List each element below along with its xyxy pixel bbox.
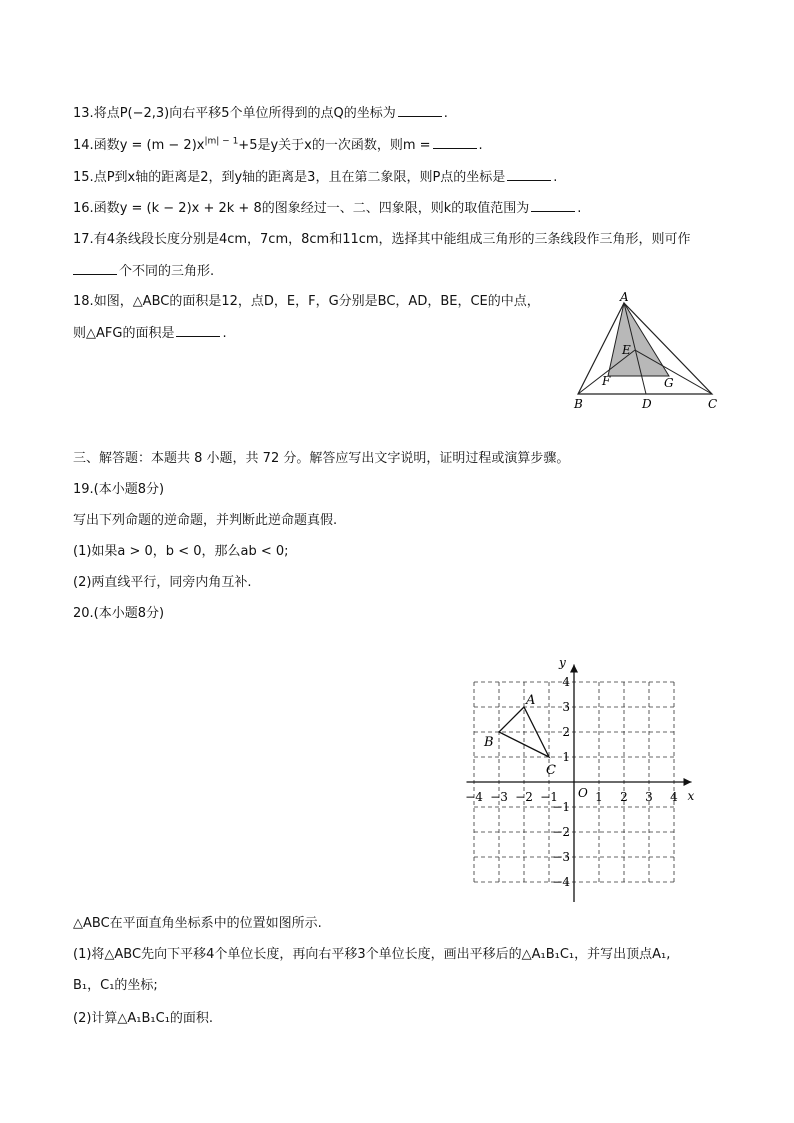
q14-text-a: 函数y = (m − 2)x <box>93 138 205 153</box>
q14-end: . <box>478 138 483 153</box>
point-a-label: A <box>526 693 536 708</box>
label-c: C <box>708 397 718 411</box>
x-tick-label: 3 <box>645 790 653 804</box>
question-16 <box>73 199 581 218</box>
q14-exponent: |m| − 1 <box>204 136 239 147</box>
x-tick-label: −3 <box>490 790 508 804</box>
q17-number: 17. <box>73 232 94 247</box>
q18-text-line2: 则△AFG的面积是 <box>73 326 175 341</box>
y-tick-label: −2 <box>552 825 570 839</box>
question-15 <box>73 168 557 187</box>
q16-end: . <box>577 201 582 216</box>
q18-number: 18. <box>73 294 94 309</box>
x-tick-label: −4 <box>465 790 483 804</box>
x-tick-label: −2 <box>515 790 533 804</box>
x-tick-label: −1 <box>540 790 558 804</box>
q20-part1-line1: (1)将△ABC先向下平移4个单位长度，再向右平移3个单位长度，画出平移后的△A₁B₁C₁，并写出顶点A₁, <box>73 947 671 962</box>
q20-part2: (2)计算△A₁B₁C₁的面积. <box>73 1011 214 1026</box>
q14-number: 14. <box>73 138 94 153</box>
label-a: A <box>620 290 629 304</box>
question-13 <box>73 104 448 123</box>
y-axis-label: y <box>559 655 566 670</box>
q13-number: 13. <box>73 106 94 121</box>
q15-answer-blank[interactable] <box>507 168 551 181</box>
q16-number: 16. <box>73 201 94 216</box>
q18-end: . <box>222 326 227 341</box>
q19-intro: 写出下列命题的逆命题，并判断此逆命题真假. <box>73 513 338 528</box>
origin-label: O <box>578 786 588 800</box>
label-g: G <box>664 376 674 390</box>
point-c-label: C <box>546 763 556 778</box>
q13-end: . <box>443 106 448 121</box>
y-axis-arrow <box>570 665 578 673</box>
label-d: D <box>642 397 652 411</box>
q19-header: 19.(本小题8分) <box>73 482 165 497</box>
q18-text: 如图，△ABC的面积是12，点D，E，F，G分别是BC，AD，BE，CE的中点， <box>93 294 540 309</box>
q16-text: 函数y = (k − 2)x + 2k + 8的图象经过一、二、四象限，则k的取值范围为 <box>93 201 530 216</box>
question-17-line2 <box>73 262 214 281</box>
x-tick-label: 2 <box>620 790 628 804</box>
x-tick-label: 1 <box>595 790 603 804</box>
q18-answer-blank[interactable] <box>176 324 220 337</box>
q17-text-line2: 个不同的三角形. <box>119 264 215 279</box>
y-tick-label: 2 <box>562 725 570 739</box>
q15-text: 点P到x轴的距离是2，到y轴的距离是3，且在第二象限，则P点的坐标是 <box>93 170 506 185</box>
q19-part2: (2)两直线平行，同旁内角互补. <box>73 575 252 590</box>
y-tick-label: −4 <box>552 875 570 889</box>
label-e: E <box>622 343 631 357</box>
q17-text: 有4条线段长度分别是4cm，7cm，8cm和11cm，选择其中能组成三角形的三条线段作三角形，则可作 <box>93 232 691 247</box>
point-b-label: B <box>484 735 494 750</box>
q14-answer-blank[interactable] <box>433 136 477 149</box>
q17-answer-blank[interactable] <box>73 262 117 275</box>
q13-answer-blank[interactable] <box>398 104 442 117</box>
label-f: F <box>602 374 611 388</box>
question-18-line2 <box>73 324 227 343</box>
triangle-figure-q18 <box>570 288 730 416</box>
q20-intro: △ABC在平面直角坐标系中的位置如图所示. <box>73 916 322 931</box>
y-tick-label: −3 <box>552 850 570 864</box>
question-14 <box>73 136 483 155</box>
y-tick-label: 4 <box>562 675 570 689</box>
x-axis-label: x <box>687 789 695 803</box>
q13-text: 将点P(−2,3)向右平移5个单位所得到的点Q的坐标为 <box>93 106 396 121</box>
q16-answer-blank[interactable] <box>531 199 575 212</box>
section-3-title: 三、解答题：本题共 8 小题，共 72 分。解答应写出文字说明，证明过程或演算步骤。 <box>73 451 570 466</box>
q19-part1: (1)如果a > 0，b < 0，那么ab < 0; <box>73 544 289 559</box>
label-b: B <box>574 397 583 411</box>
y-tick-label: 1 <box>562 750 570 764</box>
q14-text-b: +5是y关于x的一次函数，则m = <box>238 138 431 153</box>
x-axis-arrow <box>684 778 692 786</box>
question-18 <box>73 293 540 311</box>
y-tick-label: −1 <box>552 800 570 814</box>
x-tick-label: 4 <box>670 790 678 804</box>
y-tick-label: 3 <box>562 700 570 714</box>
coordinate-grid-q20 <box>465 655 725 905</box>
q20-header: 20.(本小题8分) <box>73 606 165 621</box>
question-17 <box>73 231 691 249</box>
q15-number: 15. <box>73 170 94 185</box>
q20-part1-line2: B₁，C₁的坐标; <box>73 978 158 993</box>
q15-end: . <box>553 170 558 185</box>
